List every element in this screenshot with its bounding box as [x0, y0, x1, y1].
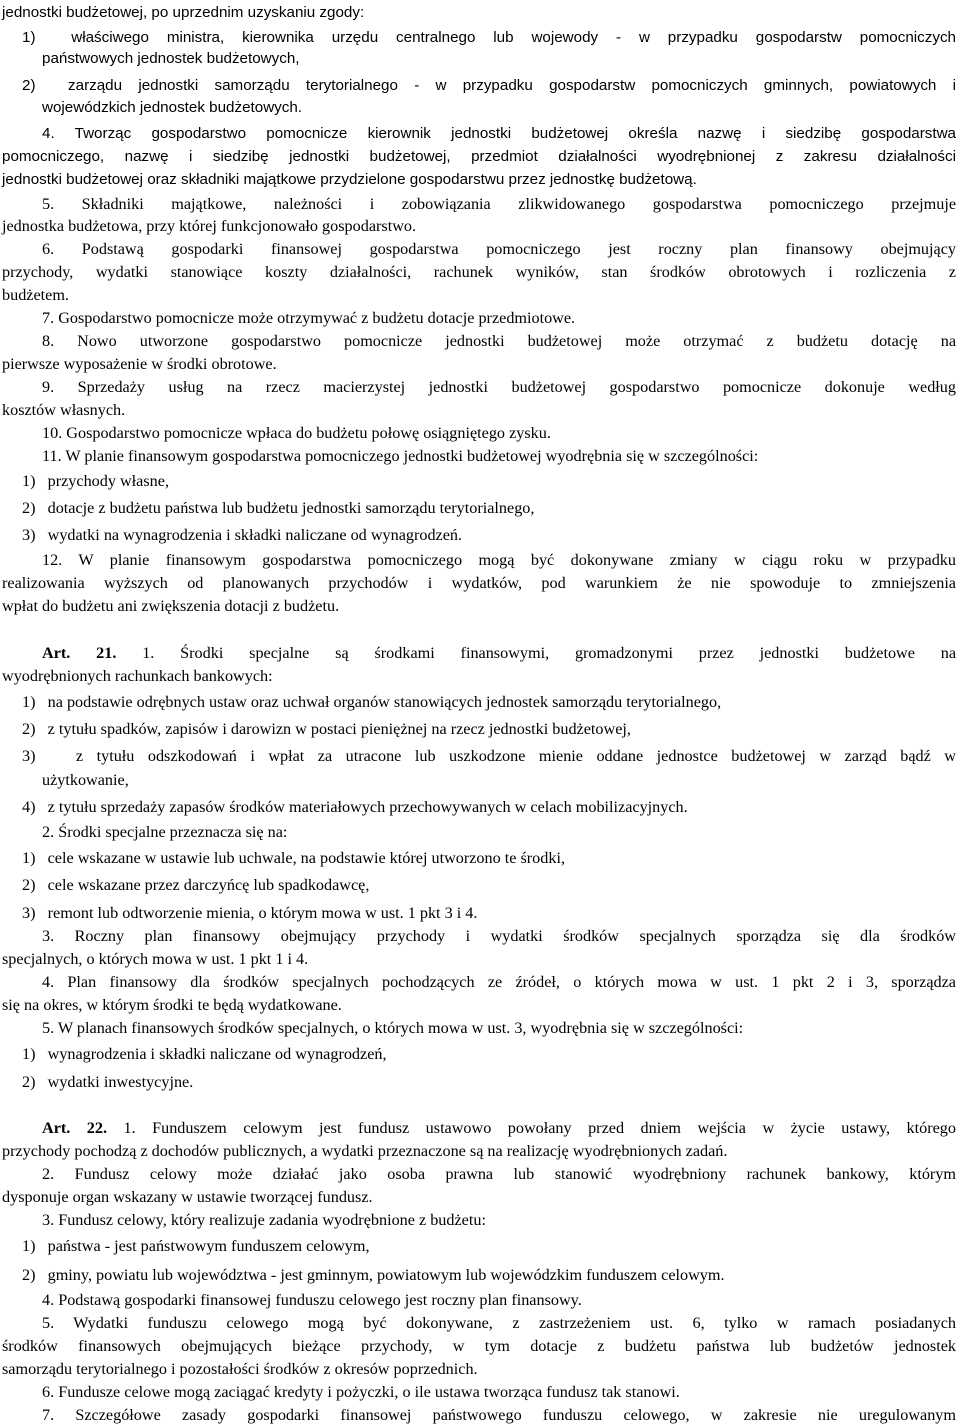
line-l12: przychody, wydatki stanowiące koszty działalności, rachunek wyników, stan środków obrotowych i rozliczenia z	[2, 263, 956, 281]
line-l16: pierwsze wyposażenie w środki obrotowe.	[2, 355, 277, 373]
line-l10: jednostka budżetowa, przy której funkcjonowało gospodarstwo.	[2, 217, 417, 235]
line-l45	[42, 1118, 956, 1138]
line-l40: 4. Plan finansowy dla środków specjalnych pochodzących ze źródeł, o których mowa w ust. 1 pkt 2 i 3, sporządza	[42, 973, 956, 991]
line-l09: 5. Składniki majątkowe, należności i zobowiązania zlikwidowanego gospodarstwa pomocniczego przejmuje	[42, 195, 956, 213]
line-l15: 8. Nowo utworzone gospodarstwo pomocnicze jednostki budżetowej może otrzymać z budżetu dotację na	[42, 332, 956, 350]
line-l50: 1) państwa - jest państwowym funduszem celowym,	[22, 1237, 370, 1255]
line-l18: kosztów własnych.	[2, 401, 126, 419]
line-l51: 2) gminy, powiatu lub województwa - jest gminnym, powiatowym lub wojewódzkim funduszem celowym.	[22, 1266, 725, 1284]
line-l13: budżetem.	[2, 286, 69, 304]
line-l44: 2) wydatki inwestycyjne.	[22, 1073, 194, 1091]
line-l21: 1) przychody własne,	[22, 472, 169, 490]
line-l49: 3. Fundusz celowy, który realizuje zadania wyodrębnione z budżetu:	[42, 1211, 486, 1229]
line-l36: 2) cele wskazane przez darczyńcę lub spadkodawcę,	[22, 876, 370, 894]
line-l26: wpłat do budżetu ani zwiększenia dotacji z budżetu.	[2, 597, 340, 615]
line-l31: 3) z tytułu odszkodowań i wpłat za utracone lub uszkodzone mienie oddane jednostce budżetowej w zarząd bądź w	[22, 747, 956, 765]
line-l48: dysponuje organ wskazany w ustawie tworzącej fundusz.	[2, 1188, 373, 1206]
art-22-heading: Art. 22.	[42, 1119, 108, 1137]
line-l01: jednostki budżetowej, po uprzednim uzyskaniu zgody:	[2, 4, 365, 21]
line-l17: 9. Sprzedaży usług na rzecz macierzystej jednostki budżetowej gospodarstwo pomocnicze dokonuje według	[42, 378, 956, 396]
line-l05: wojewódzkich jednostek budżetowych.	[42, 99, 303, 116]
line-l35: 1) cele wskazane w ustawie lub uchwale, na podstawie której utworzono te środki,	[22, 849, 566, 867]
line-l25: realizowania wyższych od planowanych przychodów i wydatków, pod warunkiem że nie spowoduje to zmniejszenia	[2, 574, 956, 592]
line-l04: 2) zarządu jednostki samorządu terytorialnego - w przypadku gospodarstw pomocniczych gminnych, powiatowych i	[22, 77, 956, 94]
line-l07: pomocniczego, nazwę i siedzibę jednostki budżetowej, przedmiot działalności wyodrębnionej z zakresu działalności	[2, 148, 956, 165]
line-l29: 1) na podstawie odrębnych ustaw oraz uchwał organów stanowiących jednostek samorządu terytorialnego,	[22, 693, 722, 711]
line-l33: 4) z tytułu sprzedaży zapasów środków materiałowych przechowywanych w celach mobilizacyjnych.	[22, 798, 688, 816]
line-l34: 2. Środki specjalne przeznacza się na:	[42, 823, 288, 841]
line-l28: wyodrębnionych rachunkach bankowych:	[2, 667, 273, 685]
art-21-heading: Art. 21.	[42, 644, 117, 662]
line-l55: samorządu terytorialnego i pozostałości środków z okresów poprzednich.	[2, 1360, 478, 1378]
line-l20: 11. W planie finansowym gospodarstwa pomocniczego jednostki budżetowej wyodrębnia się w szczególności:	[42, 447, 759, 465]
line-l54: środków finansowych obejmujących bieżące przychody, w tym dotacje z budżetu państwa lub budżetów jednostek	[2, 1337, 956, 1355]
line-l37: 3) remont lub odtworzenie mienia, o którym mowa w ust. 1 pkt 3 i 4.	[22, 904, 478, 922]
line-l42: 5. W planach finansowych środków specjalnych, o których mowa w ust. 3, wyodrębnia się w szczególności:	[42, 1019, 744, 1037]
line-l22: 2) dotacje z budżetu państwa lub budżetu jednostki samorządu terytorialnego,	[22, 499, 535, 517]
line-l06: 4. Tworząc gospodarstwo pomocnicze kierownik jednostki budżetowej określa nazwę i siedzibę gospodarstwa	[42, 125, 956, 142]
art-21-text: 1. Środki specjalne są środkami finansowymi, gromadzonymi przez jednostki budżetowe na	[116, 644, 957, 662]
line-l14: 7. Gospodarstwo pomocnicze może otrzymywać z budżetu dotacje przedmiotowe.	[42, 309, 576, 327]
line-l52: 4. Podstawą gospodarki finansowej funduszu celowego jest roczny plan finansowy.	[42, 1291, 582, 1309]
line-l47: 2. Fundusz celowy może działać jako osoba prawna lub stanowić wyodrębniony rachunek bankowy, którym	[42, 1165, 956, 1183]
line-l53: 5. Wydatki funduszu celowego mogą być dokonywane, z zastrzeżeniem ust. 6, tylko w ramach posiadanych	[42, 1314, 956, 1332]
line-l24: 12. W planie finansowym gospodarstwa pomocniczego mogą być dokonywane zmiany w ciągu roku w przypadku	[42, 551, 956, 569]
line-l03: państwowych jednostek budżetowych,	[42, 50, 300, 67]
line-l41: się na okres, w którym środki te będą wydatkowane.	[2, 996, 342, 1014]
line-l46: przychody pochodzą z dochodów publicznych, a wydatki przeznaczone są na realizację wyodrębnionych zadań.	[2, 1142, 728, 1160]
line-l19: 10. Gospodarstwo pomocnicze wpłaca do budżetu połowę osiągniętego zysku.	[42, 424, 551, 442]
line-l27	[42, 643, 956, 663]
line-l08: jednostki budżetowej oraz składniki majątkowe przydzielone gospodarstwu przez jednostkę budżetową.	[2, 171, 697, 188]
line-l57: 7. Szczegółowe zasady gospodarki finansowej państwowego funduszu celowego, w zakresie nie uregulowanym	[42, 1406, 956, 1424]
line-l02: 1) właściwego ministra, kierownika urzędu centralnego lub wojewody - w przypadku gospodarstw pomocniczych	[22, 29, 956, 46]
line-l39: specjalnych, o których mowa w ust. 1 pkt 1 i 4.	[2, 950, 309, 968]
art-22-text: 1. Funduszem celowym jest fundusz ustawowo powołany przed dniem wejścia w życie ustawy, którego	[107, 1119, 956, 1137]
line-l30: 2) z tytułu spadków, zapisów i darowizn w postaci pieniężnej na rzecz jednostki budżetowej,	[22, 720, 631, 738]
line-l32: użytkowanie,	[42, 771, 129, 789]
line-l11: 6. Podstawą gospodarki finansowej gospodarstwa pomocniczego jest roczny plan finansowy obejmujący	[42, 240, 956, 258]
line-l56: 6. Fundusze celowe mogą zaciągać kredyty i pożyczki, o ile ustawa tworząca fundusz tak stanowi.	[42, 1383, 680, 1401]
line-l38: 3. Roczny plan finansowy obejmujący przychody i wydatki środków specjalnych sporządza się dla środków	[42, 927, 956, 945]
line-l43: 1) wynagrodzenia i składki naliczane od wynagrodzeń,	[22, 1045, 387, 1063]
line-l23: 3) wydatki na wynagrodzenia i składki naliczane od wynagrodzeń.	[22, 526, 463, 544]
